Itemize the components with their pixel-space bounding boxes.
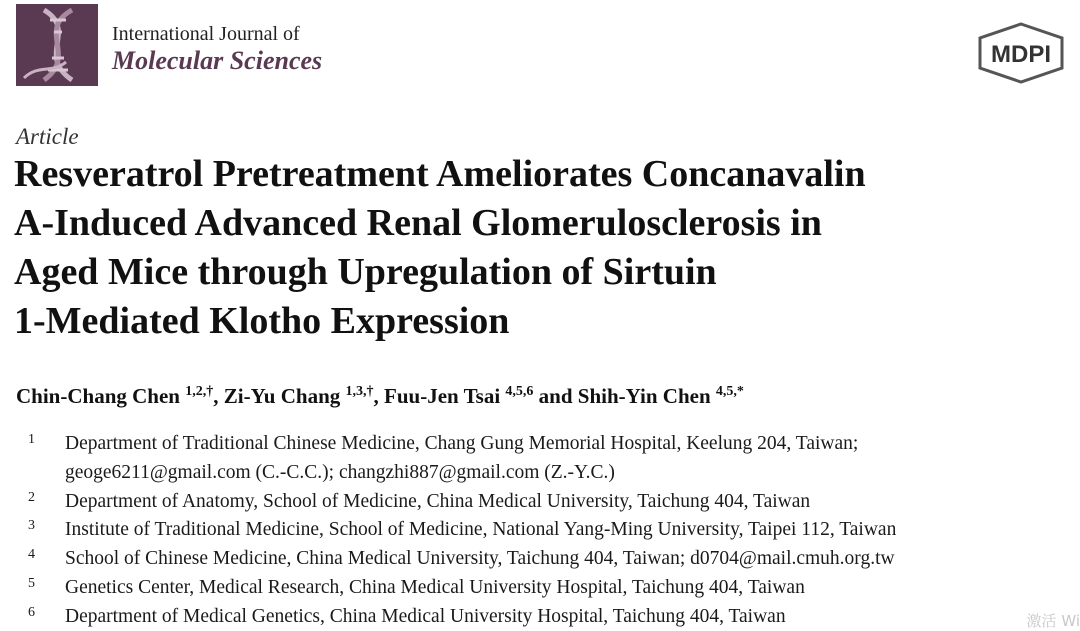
affiliation-text: School of Chinese Medicine, China Medical University, Taichung 404, Taiwan; d0704@mail.cmuh.org.tw (65, 548, 895, 570)
affiliation-item (28, 430, 1068, 488)
os-activation-watermark: 激活 Wi (1026, 612, 1080, 630)
author-name: Zi-Yu Chang (223, 384, 341, 408)
author-list (16, 384, 744, 409)
affiliation-number: 4 (28, 547, 35, 563)
affiliation-text: Department of Traditional Chinese Medicine, Chang Gung Memorial Hospital, Keelung 204, Taiwan; (65, 433, 859, 454)
title-line: Aged Mice through Upregulation of Sirtuin (14, 251, 717, 293)
author-marks: 1,2,† (185, 384, 214, 399)
title-line: A-Induced Advanced Renal Glomerulosclerosis in (14, 202, 822, 244)
mdpi-hexagon-logo (976, 22, 1066, 84)
article-title (14, 150, 1064, 346)
affiliation-number: 5 (28, 575, 35, 591)
author-separator: and (533, 384, 578, 408)
affiliation-item (28, 603, 1068, 631)
article-type: Article (16, 124, 79, 149)
affiliation-item (28, 488, 1068, 517)
journal-header (16, 4, 1066, 88)
author-marks: 4,5,6 (505, 384, 534, 399)
affiliation-item (28, 545, 1068, 574)
affiliation-item (28, 574, 1068, 603)
affiliation-text: Department of Anatomy, School of Medicine, China Medical University, Taichung 404, Taiwan (65, 490, 811, 512)
affiliation-text: Institute of Traditional Medicine, School of Medicine, National Yang-Ming University, Taipei 112, Taiwan (65, 519, 897, 541)
affiliation-number: 3 (28, 518, 35, 534)
author-separator: , (213, 384, 224, 408)
publisher-name: MDPI (991, 41, 1051, 68)
affiliation-number: 1 (28, 432, 35, 447)
journal-name-line1: International Journal of (112, 23, 300, 45)
journal-name (112, 22, 322, 76)
affiliation-text: geoge6211@gmail.com (C.-C.C.); changzhi887@gmail.com (Z.-Y.C.) (65, 461, 615, 483)
affiliation-list (28, 430, 1068, 631)
affiliation-item (28, 516, 1068, 545)
affiliation-number: 6 (28, 604, 35, 620)
dna-helix-icon (16, 4, 98, 86)
title-line: 1-Mediated Klotho Expression (14, 300, 510, 342)
affiliation-number: 2 (28, 489, 35, 505)
affiliation-text: Genetics Center, Medical Research, China Medical University Hospital, Taichung 404, Taiwan (65, 576, 805, 598)
affiliation-text: Department of Medical Genetics, China Medical University Hospital, Taichung 404, Taiwan (65, 605, 786, 627)
author-separator: , (373, 384, 385, 408)
author-name: Fuu-Jen Tsai (384, 384, 501, 408)
journal-name-line2: Molecular Sciences (112, 46, 323, 75)
author-marks: 1,3,† (345, 384, 374, 399)
author-marks: 4,5,* (715, 384, 744, 399)
title-line: Resveratrol Pretreatment Ameliorates Concanavalin (14, 153, 866, 195)
author-name: Shih-Yin Chen (577, 384, 711, 408)
author-name: Chin-Chang Chen (16, 384, 180, 408)
